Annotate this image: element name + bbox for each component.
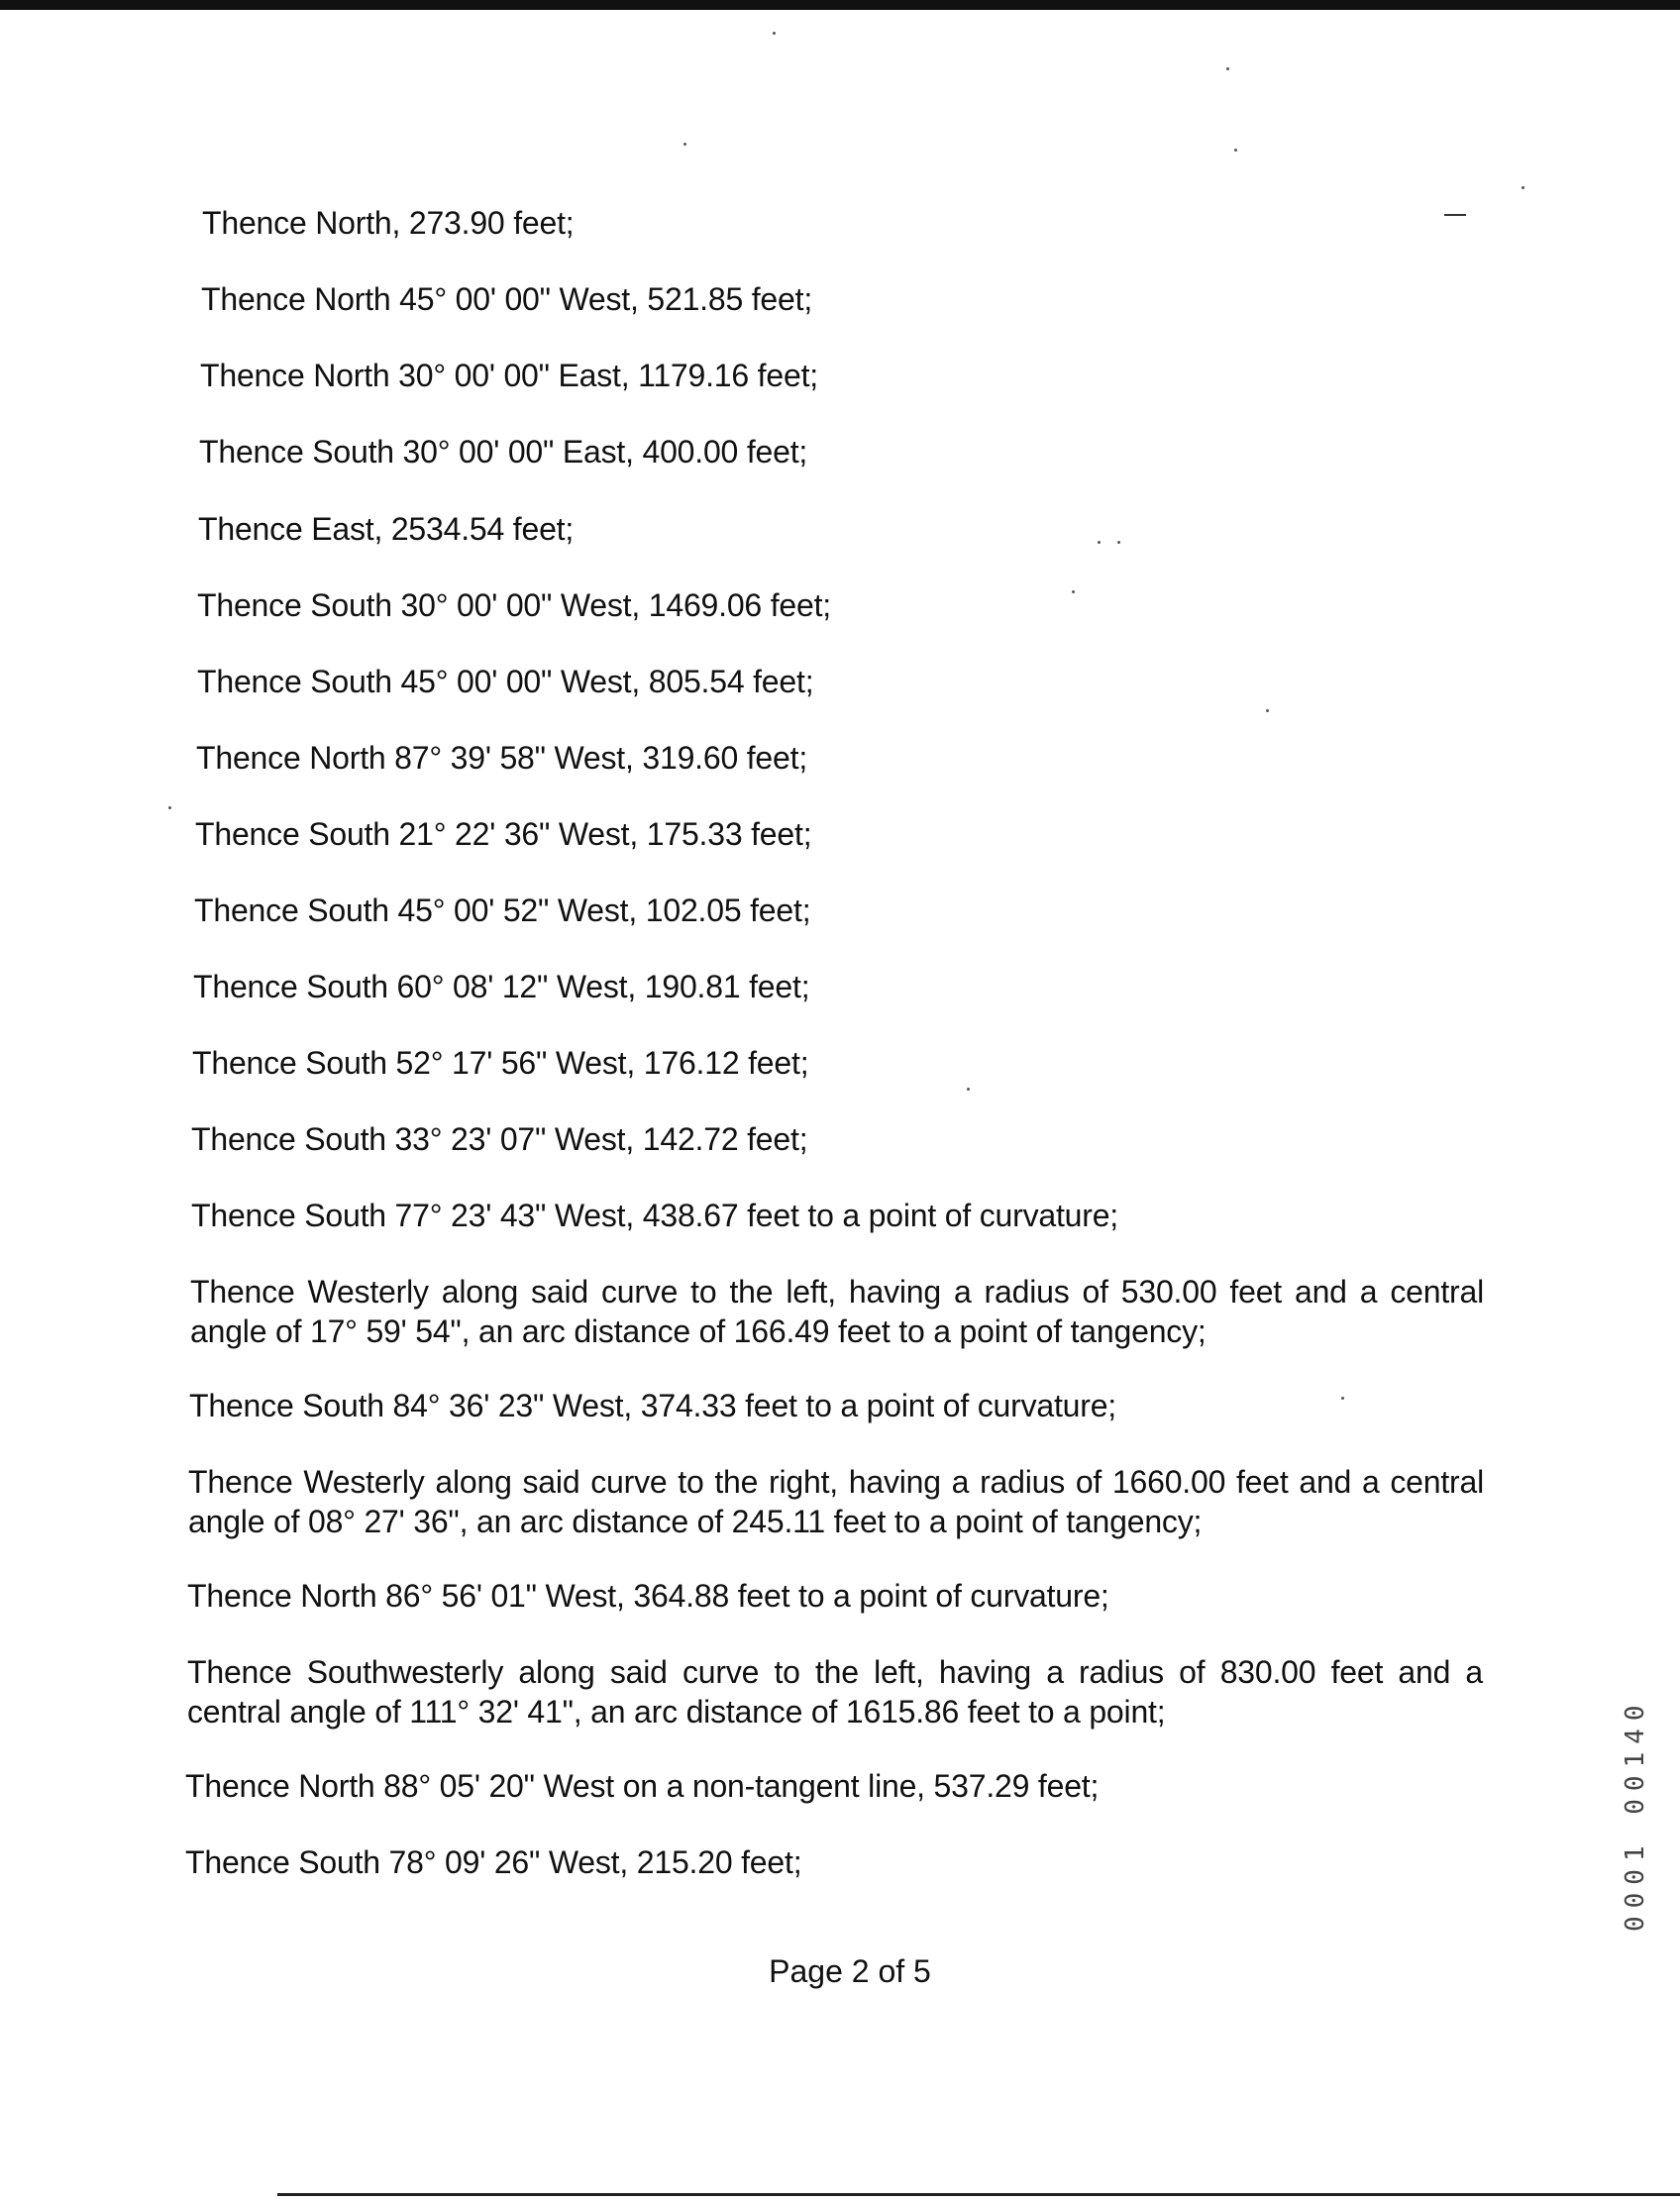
course-line: Thence North 45° 00' 00" West, 521.85 feet; xyxy=(201,281,813,317)
course-line: Thence North 87° 39' 58" West, 319.60 feet; xyxy=(196,740,808,776)
course-paragraph: Thence Westerly along said curve to the left, having a radius of 530.00 feet and a central angle of 17° 59' 54", an arc distance of 166.49 feet to a point of tangency; xyxy=(190,1274,1484,1349)
course-line: Thence South 30° 00' 00" East, 400.00 feet; xyxy=(199,434,808,470)
course-line: Thence North 86° 56' 01" West, 364.88 feet to a point of curvature; xyxy=(187,1578,1109,1614)
scan-speck xyxy=(1234,149,1237,152)
course-line: Thence South 33° 23' 07" West, 142.72 feet; xyxy=(191,1121,808,1157)
course-line: Thence South 21° 22' 36" West, 175.33 feet; xyxy=(195,816,812,852)
course-line: Thence South 45° 00' 52" West, 102.05 feet; xyxy=(194,892,811,928)
course-line: Thence South 78° 09' 26" West, 215.20 feet; xyxy=(185,1844,802,1880)
course-line: Thence South 45° 00' 00" West, 805.54 feet; xyxy=(197,664,814,699)
course-line: Thence North, 273.90 feet; xyxy=(202,205,575,241)
top-scan-border xyxy=(0,0,1680,10)
scan-speck xyxy=(1117,541,1120,544)
course-paragraph: Thence Westerly along said curve to the right, having a radius of 1660.00 feet and a central angle of 08° 27' 36", an arc distance of 245.11 feet to a point of tangency; xyxy=(188,1464,1484,1539)
course-line: Thence South 60° 08' 12" West, 190.81 feet; xyxy=(193,969,810,1004)
course-line: Thence South 84° 36' 23" West, 374.33 feet to a point of curvature; xyxy=(189,1388,1116,1423)
course-paragraph: Thence Southwesterly along said curve to the left, having a radius of 830.00 feet and a central angle of 111° 32' 41", an arc distance of 1615.86 feet to a point; xyxy=(187,1654,1483,1730)
course-line: Thence South 77° 23' 43" West, 438.67 feet to a point of curvature; xyxy=(191,1198,1118,1233)
scan-speck xyxy=(168,806,171,809)
page-number: Page 2 of 5 xyxy=(769,1953,931,1989)
course-line: Thence South 52° 17' 56" West, 176.12 feet; xyxy=(192,1045,809,1081)
scan-speck xyxy=(683,143,686,146)
course-line: Thence North 88° 05' 20" West on a non-tangent line, 537.29 feet; xyxy=(185,1768,1100,1804)
scan-speck xyxy=(1072,590,1075,593)
course-line: Thence South 30° 00' 00" West, 1469.06 feet; xyxy=(197,587,831,623)
scan-speck xyxy=(1341,1397,1344,1400)
bottom-scan-border xyxy=(277,2193,1680,2196)
scan-speck xyxy=(1266,709,1269,712)
scan-speck xyxy=(773,32,776,35)
stray-dash-mark xyxy=(1444,214,1466,216)
course-line: Thence East, 2534.54 feet; xyxy=(198,511,575,547)
scan-speck xyxy=(1098,541,1101,544)
scan-speck xyxy=(1226,67,1229,70)
side-stamp: 0001 00140 xyxy=(1621,1697,1650,1932)
course-line: Thence North 30° 00' 00" East, 1179.16 feet; xyxy=(200,358,818,393)
scan-speck xyxy=(967,1088,970,1091)
scan-speck xyxy=(1522,186,1524,189)
